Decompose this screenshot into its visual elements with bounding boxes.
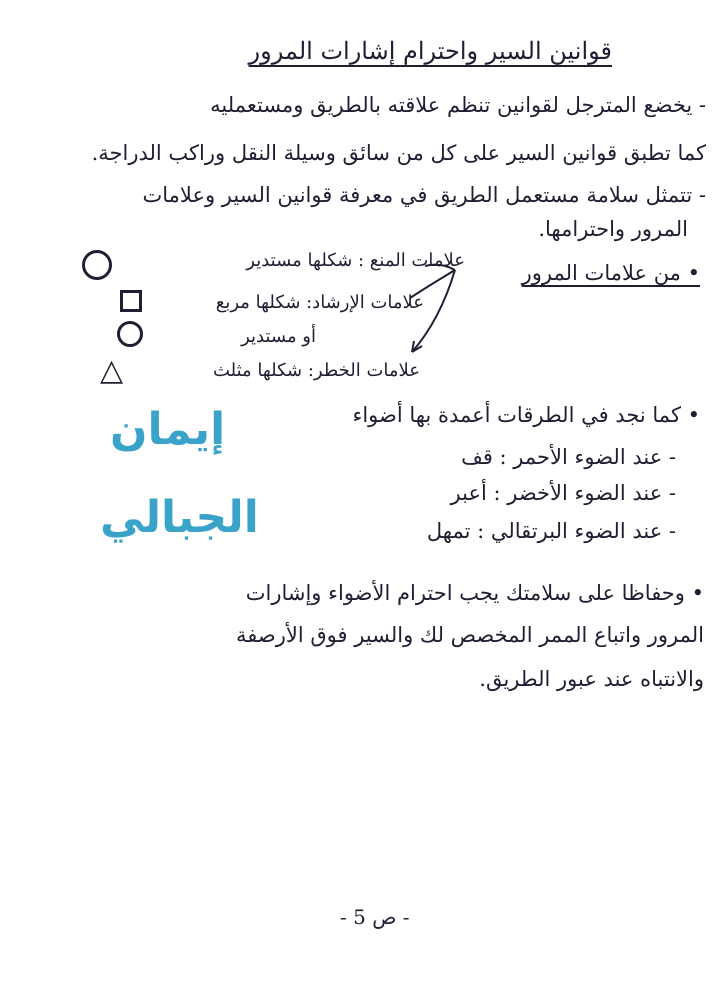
sign-item-guidance: علامات الإرشاد: شكلها مربع	[215, 292, 424, 313]
page-number: - ص 5 -	[340, 905, 410, 929]
light-item-red: - عند الضوء الأحمر : قف	[461, 445, 676, 469]
intro-line: - يخضع المترجل لقوانين تنظم علاقته بالطريق ومستعمليه	[210, 93, 706, 117]
intro-line: - تتمثل سلامة مستعمل الطريق في معرفة قوانين السير وعلامات	[142, 183, 706, 207]
triangle-shape-icon: △	[100, 353, 124, 388]
watermark-name-last: الجبالي	[100, 492, 259, 543]
circle-shape-icon	[82, 250, 112, 280]
square-shape-icon	[120, 290, 142, 312]
sign-item-guidance-alt: أو مستدير	[241, 326, 316, 347]
page-title: قوانين السير واحترام إشارات المرور	[248, 37, 612, 65]
light-item-green: - عند الضوء الأخضر : أعبر	[450, 481, 676, 505]
light-item-orange: - عند الضوء البرتقالي : تمهل	[426, 519, 676, 543]
watermark-name-first: إيمان	[110, 404, 226, 455]
sign-item-danger: علامات الخطر: شكلها مثلث	[212, 360, 420, 381]
closing-line: • وحفاظا على سلامتك يجب احترام الأضواء وإشارات	[245, 581, 704, 605]
lights-lead: • كما نجد في الطرقات أعمدة بها أضواء	[352, 403, 700, 427]
closing-line: والانتباه عند عبور الطريق.	[479, 667, 704, 691]
intro-line: كما تطبق قوانين السير على كل من سائق وسيلة النقل وراكب الدراجة.	[91, 141, 706, 165]
signs-lead: • من علامات المرور	[521, 261, 700, 285]
closing-line: المرور واتباع الممر المخصص لك والسير فوق الأرصفة	[236, 623, 704, 647]
intro-line: المرور واحترامها.	[538, 217, 688, 241]
sign-item-prohibition: علامات المنع : شكلها مستدير	[246, 250, 465, 271]
circle-shape-icon	[117, 321, 143, 347]
